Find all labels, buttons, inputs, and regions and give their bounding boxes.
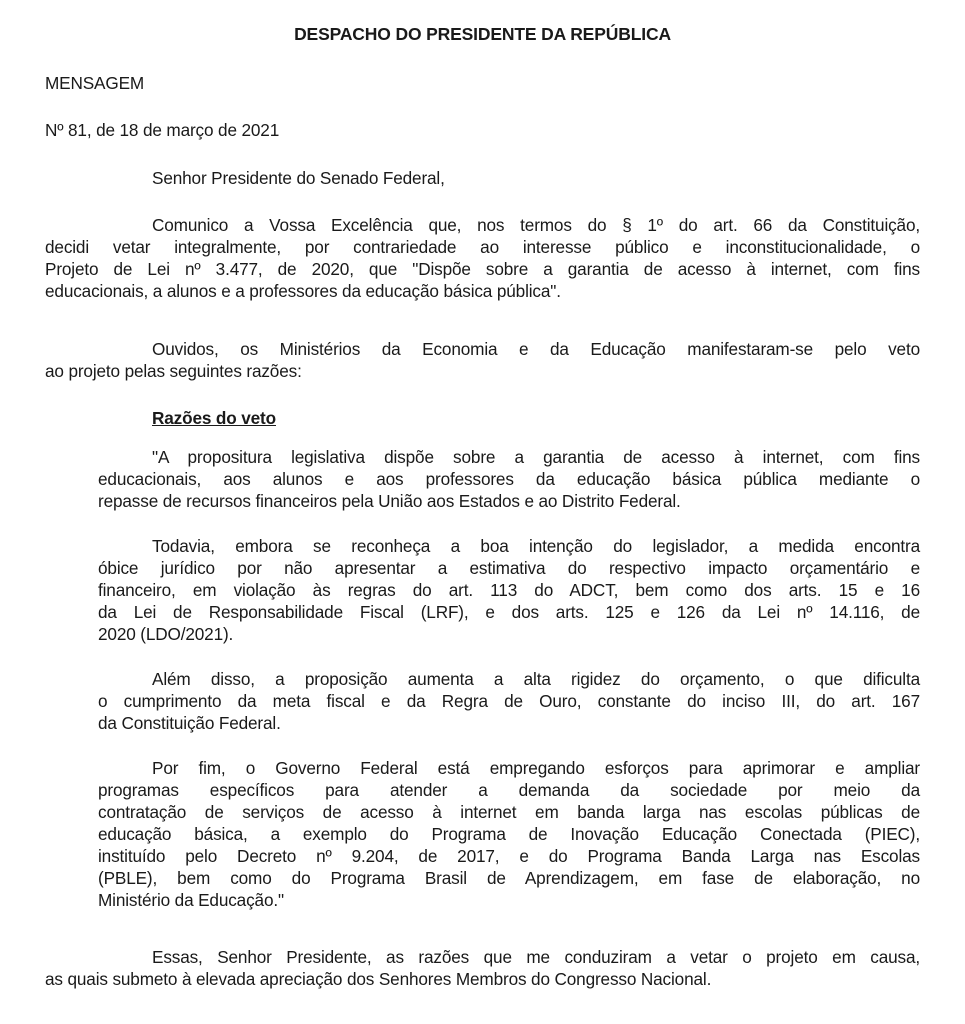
reason-line: financeiro, em violação às regras do art. 113 do ADCT, bem como dos arts. 15 e 16: [98, 580, 920, 600]
reason-line: da Constituição Federal.: [98, 713, 281, 733]
reasons-heading: Razões do veto: [152, 408, 276, 428]
document-title: DESPACHO DO PRESIDENTE DA REPÚBLICA: [294, 24, 671, 44]
reason-line: Ministério da Educação.": [98, 890, 284, 910]
salutation: Senhor Presidente do Senado Federal,: [152, 168, 445, 188]
intro-line: Projeto de Lei nº 3.477, de 2020, que "Dispõe sobre a garantia de acesso à internet, com fins: [45, 259, 920, 279]
reason-line: óbice jurídico por não apresentar a estimativa do respectivo impacto orçamentário e: [98, 558, 920, 578]
reason-line: educação básica, a exemplo do Programa de Inovação Educação Conectada (PIEC),: [98, 824, 920, 844]
reason-line: (PBLE), bem como do Programa Brasil de Aprendizagem, em fase de elaboração, no: [98, 868, 920, 888]
reason-line: Todavia, embora se reconheça a boa intenção do legislador, a medida encontra: [152, 536, 920, 556]
reason-line: Além disso, a proposição aumenta a alta rigidez do orçamento, o que dificulta: [152, 669, 920, 689]
reason-line: o cumprimento da meta fiscal e da Regra de Ouro, constante do inciso III, do art. 167: [98, 691, 920, 711]
reason-line: repasse de recursos financeiros pela União aos Estados e ao Distrito Federal.: [98, 491, 681, 511]
ministries-line: ao projeto pelas seguintes razões:: [45, 361, 302, 381]
intro-line: Comunico a Vossa Excelência que, nos termos do § 1º do art. 66 da Constituição,: [152, 215, 920, 235]
reason-line: "A propositura legislativa dispõe sobre a garantia de acesso à internet, com fins: [152, 447, 920, 467]
reason-line: Por fim, o Governo Federal está empregando esforços para aprimorar e ampliar: [152, 758, 920, 778]
message-number-date: Nº 81, de 18 de março de 2021: [45, 120, 280, 140]
reason-line: programas específicos para atender a demanda da sociedade por meio da: [98, 780, 920, 800]
reason-line: 2020 (LDO/2021).: [98, 624, 234, 644]
ministries-line: Ouvidos, os Ministérios da Economia e da Educação manifestaram-se pelo veto: [152, 339, 920, 359]
reason-line: educacionais, aos alunos e aos professores da educação básica pública mediante o: [98, 469, 920, 489]
closing-line: Essas, Senhor Presidente, as razões que me conduziram a vetar o projeto em causa,: [152, 947, 920, 967]
closing-line: as quais submeto à elevada apreciação dos Senhores Membros do Congresso Nacional.: [45, 969, 712, 989]
intro-line: decidi vetar integralmente, por contrariedade ao interesse público e inconstitucionalidade, o: [45, 237, 920, 257]
intro-line: educacionais, a alunos e a professores da educação básica pública".: [45, 281, 561, 301]
message-label: MENSAGEM: [45, 73, 145, 93]
reason-line: instituído pelo Decreto nº 9.204, de 2017, e do Programa Banda Larga nas Escolas: [98, 846, 920, 866]
reason-line: contratação de serviços de acesso à internet em banda larga nas escolas públicas de: [98, 802, 920, 822]
reason-line: da Lei de Responsabilidade Fiscal (LRF), e dos arts. 125 e 126 da Lei nº 14.116, de: [98, 602, 920, 622]
